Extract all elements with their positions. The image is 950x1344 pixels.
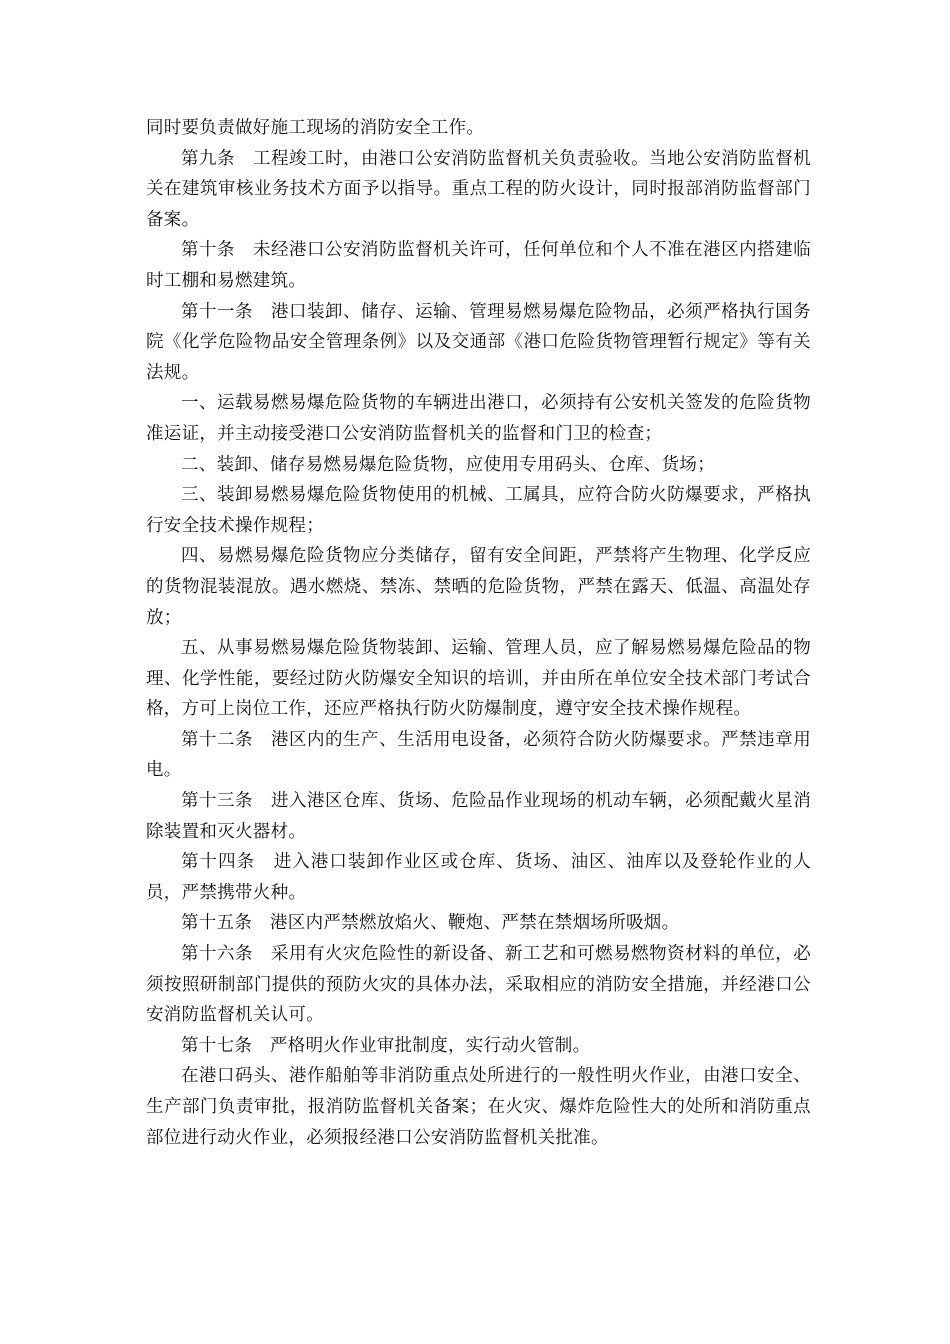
paragraph-item-3: 三、装卸易燃易爆危险货物使用的机械、工属具，应符合防火防爆要求，严格执行安全技术操作规程； — [146, 485, 811, 536]
paragraph-article-15: 第十五条 港区内严禁燃放焰火、鞭炮、严禁在禁烟场所吸烟。 — [181, 913, 680, 934]
paragraph-article-16: 第十六条 采用有火灾危险性的新设备、新工艺和可燃易燃物资材料的单位，必须按照研制部门提供的预防火灾的具体办法，采取相应的消防安全措施，并经港口公安消防监督机关认可。 — [146, 944, 811, 1026]
paragraph-article-17: 第十七条 严格明火作业审批制度，实行动火管制。 — [181, 1035, 591, 1056]
paragraph-item-1: 一、运载易燃易爆危险货物的车辆进出港口，必须持有公安机关签发的危险货物准运证，并主动接受港口公安消防监督机关的监督和门卫的检查； — [146, 393, 811, 444]
paragraph-item-4: 四、易燃易爆危险货物应分类储存，留有安全间距，严禁将产生物理、化学反应的货物混装混放。遇水燃烧、禁冻、禁晒的危险货物，严禁在露天、低温、高温处存放； — [146, 546, 811, 628]
paragraph-article-17-detail: 在港口码头、港作船舶等非消防重点处所进行的一般性明火作业，由港口安全、生产部门负责审批，报消防监督机关备案；在火灾、爆炸危险性大的处所和消防重点部位进行动火作业，必须报经港口公安消防监督机关批准。 — [146, 1066, 811, 1148]
paragraph-article-11: 第十一条 港口装卸、储存、运输、管理易燃易爆危险物品，必须严格执行国务院《化学危险物品安全管理条例》以及交通部《港口危险货物管理暂行规定》等有关法规。 — [146, 301, 811, 383]
paragraph-article-13: 第十三条 进入港区仓库、货场、危险品作业现场的机动车辆，必须配戴火星消除装置和灭火器材。 — [146, 791, 811, 842]
paragraph-continuation: 同时要负责做好施工现场的消防安全工作。 — [146, 118, 485, 138]
paragraph-item-2: 二、装卸、储存易燃易爆危险货物，应使用专用码头、仓库、货场； — [181, 454, 715, 475]
paragraph-article-9: 第九条 工程竣工时，由港口公安消防监督机关负责验收。当地公安消防监督机关在建筑审核业务技术方面予以指导。重点工程的防火设计，同时报部消防监督部门备案。 — [146, 148, 811, 230]
paragraph-article-14: 第十四条 进入港口装卸作业区或仓库、货场、油区、油库以及登轮作业的人员，严禁携带火种。 — [146, 852, 811, 903]
document-page — [146, 113, 811, 1153]
paragraph-article-12: 第十二条 港区内的生产、生活用电设备，必须符合防火防爆要求。严禁违章用电。 — [146, 729, 811, 781]
paragraph-item-5: 五、从事易燃易爆危险货物装卸、运输、管理人员，应了解易燃易爆危险品的物理、化学性能，要经过防火防爆安全知识的培训，并由所在单位安全技术部门考试合格，方可上岗位工作，还应严格执行防火防爆制度，遵守安全技术操作规程。 — [146, 638, 811, 720]
paragraph-article-10: 第十条 未经港口公安消防监督机关许可，任何单位和个人不准在港区内搭建临时工棚和易燃建筑。 — [146, 240, 811, 291]
